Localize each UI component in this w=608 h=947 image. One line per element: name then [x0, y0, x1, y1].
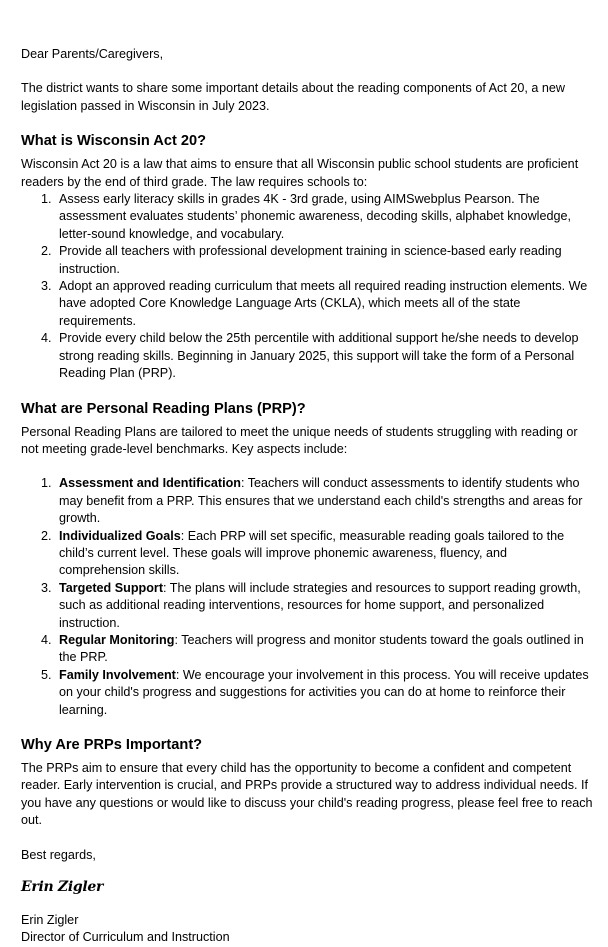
section-heading: Why Are PRPs Important?: [21, 737, 203, 753]
section-heading: What is Wisconsin Act 20?: [21, 133, 207, 150]
list-text: : The plans will include strategies and resources to support reading growth, such as additional reading interventions, resources for home support, and personalized instruction.: [59, 580, 581, 630]
list-item: [21, 243, 594, 278]
list-item: [21, 632, 594, 667]
section-prp: [21, 400, 594, 720]
key-aspects-list: [21, 475, 594, 719]
list-number: 2.: [41, 244, 52, 259]
list-item: [21, 278, 594, 330]
intro-paragraph: The district wants to share some important details about the reading components of Act 20, a new legislation passed in Wisconsin in July 2023.: [21, 81, 565, 113]
section-heading: What are Personal Reading Plans (PRP)?: [21, 400, 306, 417]
closing: Best regards,: [21, 847, 96, 862]
list-text: Assess early literacy skills in grades 4K - 3rd grade, using AIMSwebplus Pearson. The assessment evaluates students’ phonemic awareness, decoding skills, alphabet knowledge, letter-sound knowledge, and vocabulary.: [59, 192, 571, 241]
list-item: [21, 528, 594, 580]
section-body: Personal Reading Plans are tailored to meet the unique needs of students struggling with reading or not meeting grade-level benchmarks. Key aspects include:: [21, 424, 578, 456]
list-item: [21, 667, 594, 719]
list-text: : We encourage your involvement in this process. You will receive updates on your child's progress and suggestions for activities you can do at home to reinforce their learning.: [59, 667, 589, 717]
list-item: [21, 191, 594, 243]
section-act-20: [21, 132, 594, 382]
greeting: Dear Parents/Caregivers,: [21, 47, 164, 61]
section-why-prps: [21, 736, 594, 830]
requirements-list: [21, 191, 594, 382]
list-number: 1.: [41, 476, 52, 491]
list-text: Provide every child below the 25th percentile with additional support he/she needs to develop strong reading skills. Beginning in January 2025, this support will take the form of a Personal Reading Plan (PRP).: [59, 331, 579, 381]
list-number: 2.: [41, 528, 52, 543]
section-body: Wisconsin Act 20 is a law that aims to ensure that all Wisconsin public school students are proficient readers by the end of third grade. The law requires schools to:: [21, 157, 579, 189]
list-item: [21, 475, 594, 527]
signature: Erin Zigler: [21, 879, 104, 896]
list-text: : Teachers will progress and monitor students toward the goals outlined in the PRP.: [59, 632, 584, 665]
list-lead: Targeted Support: [59, 580, 164, 595]
sender-name: Erin Zigler: [21, 913, 79, 928]
list-text: : Each PRP will set specific, measurable reading goals tailored to the child’s current level. These goals will improve phonemic awareness, fluency, and comprehension skills.: [59, 528, 565, 578]
sender-title: Director of Curriculum and Instruction: [21, 930, 230, 945]
list-lead: Assessment and Identification: [59, 476, 241, 491]
list-number: 3.: [41, 279, 52, 294]
list-item: [21, 330, 594, 382]
list-text: Provide all teachers with professional development training in science-based early reading instruction.: [59, 244, 562, 276]
list-lead: Family Involvement: [59, 667, 176, 682]
list-lead: Individualized Goals: [59, 528, 181, 543]
list-number: 3.: [41, 580, 52, 595]
list-lead: Regular Monitoring: [59, 632, 175, 647]
section-body: The PRPs aim to ensure that every child has the opportunity to become a confident and competent reader. Early intervention is crucial, and PRPs provide a structured way to address individual needs. If you have any questions or would like to discuss your child's reading progress, please feel free to reach out.: [21, 761, 593, 828]
list-number: 5.: [41, 667, 52, 682]
list-number: 1.: [41, 192, 52, 207]
list-item: [21, 580, 594, 632]
list-text: : Teachers will conduct assessments to identify students who may benefit from a PRP. This ensures that we understand each child's strengths and areas for growth.: [59, 476, 583, 526]
list-number: 4.: [41, 632, 52, 647]
list-text: Adopt an approved reading curriculum that meets all required reading instruction elements. We have adopted Core Knowledge Language Arts (CKLA), which meets all of the state requirements.: [59, 279, 588, 328]
list-number: 4.: [41, 331, 52, 346]
